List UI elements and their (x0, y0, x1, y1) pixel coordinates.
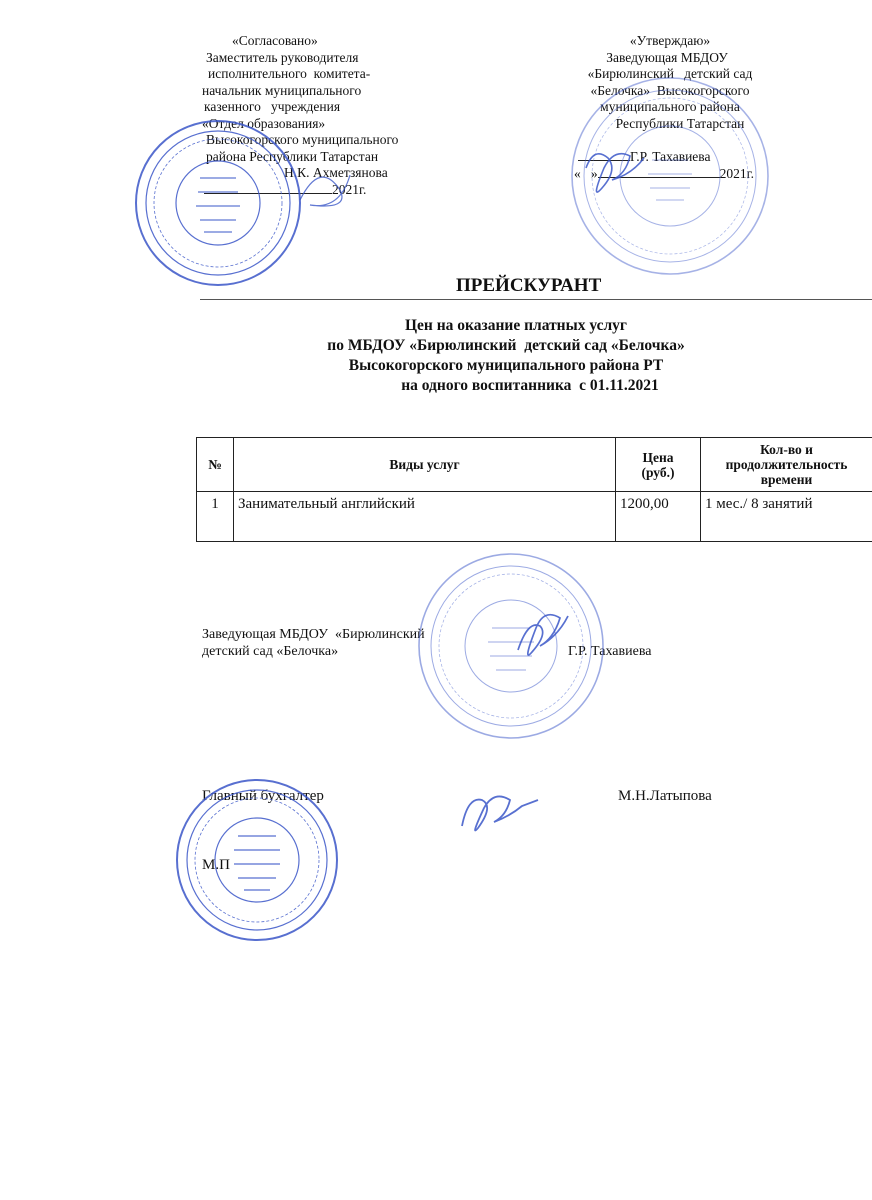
head-title-line: детский сад «Белочка» (202, 644, 339, 659)
header-duration: Кол-во и продолжительность времени (701, 438, 872, 492)
approval-left-line: казенного учреждения (204, 99, 341, 114)
header-service: Виды услуг (234, 438, 616, 492)
approval-right-line: «Бирюлинский детский сад (587, 66, 753, 81)
approval-left-line: района Республики Татарстан (206, 148, 379, 164)
heading-line: на одного воспитанника с 01.11.2021 (401, 377, 659, 394)
cell-number: 1 (197, 492, 234, 542)
approval-left-line: Высокогорского муниципального (206, 132, 399, 147)
mp-label: М.П (202, 857, 230, 873)
head-title-line: Заведующая МБДОУ «Бирюлинский (202, 627, 425, 642)
header-number: № (197, 438, 234, 492)
approval-left-line: «Отдел образования» (202, 115, 326, 131)
heading-line: по МБДОУ «Бирюлинский детский сад «Белочка» (327, 337, 685, 354)
approval-left-line: исполнительного комитета- (208, 66, 371, 81)
heading-line: Цен на оказание платных услуг (405, 317, 627, 334)
header-price: Цена (руб.) (616, 438, 701, 492)
approval-left-line: начальник муниципального (202, 82, 362, 98)
approval-left-line: Заместитель руководителя (206, 49, 359, 65)
head-name: Г.Р. Тахавиева (568, 644, 652, 659)
approval-approve-label: «Утверждаю» (629, 33, 711, 48)
approval-right-line: Республики Татарстан (615, 115, 745, 131)
approval-right-signer: Г.Р. Тахавиева (550, 149, 790, 166)
cell-service: Занимательный английский (234, 492, 616, 542)
cell-price: 1200,00 (616, 492, 701, 542)
approval-agreed-label: «Согласовано» (232, 33, 318, 48)
cell-duration: 1 мес./ 8 занятий (701, 492, 872, 542)
approval-right-line: «Белочка» Высокогорского (590, 82, 750, 98)
accountant-title: Главный бухгалтер (202, 788, 324, 804)
approval-right-line: Заведующая МБДОУ (606, 49, 728, 65)
accountant-name: М.Н.Латыпова (618, 788, 712, 804)
heading-line: Высокогорского муниципального района РТ (348, 357, 664, 374)
approval-right-line: муниципального района (600, 99, 740, 114)
approval-left-signer: Н.К. Ахметзянова (284, 165, 388, 180)
document-title: ПРЕЙСКУРАНТ (456, 275, 602, 296)
approval-right-date: « » 2021г. (574, 165, 755, 181)
approval-left-date: 2021г. (200, 182, 450, 199)
